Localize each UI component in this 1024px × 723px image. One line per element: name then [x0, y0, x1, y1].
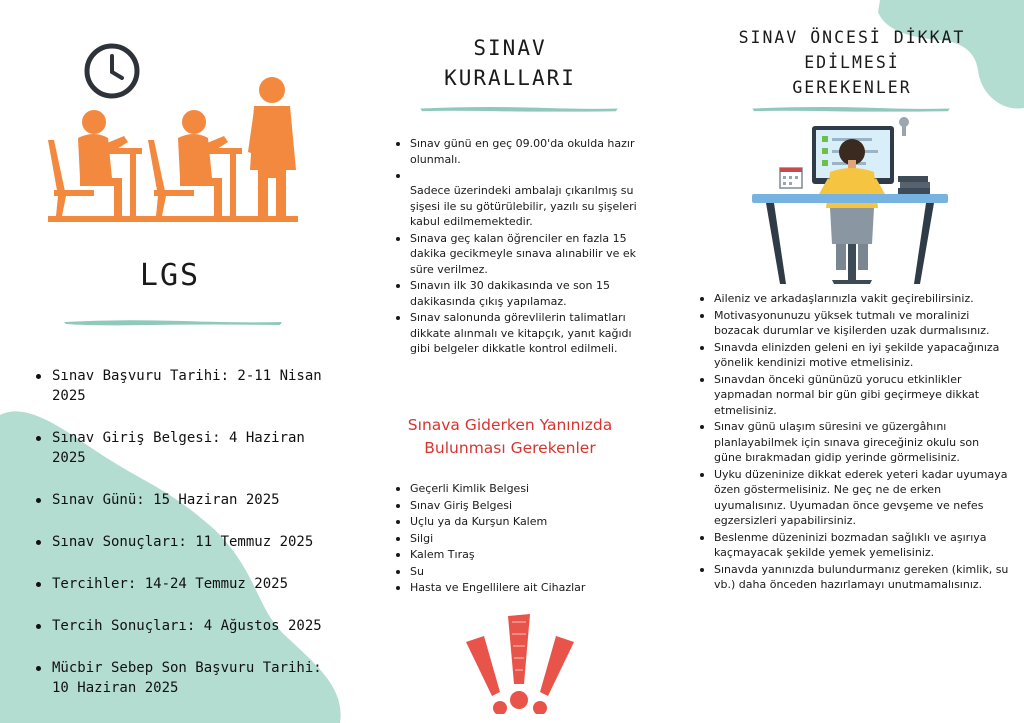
student-writing-icon [148, 110, 242, 216]
list-item: Sınav Başvuru Tarihi: 2-11 Nisan 2025 [34, 366, 334, 406]
deadline-list [34, 366, 334, 720]
list-item: Sınav Sonuçları: 11 Temmuz 2025 [34, 532, 334, 552]
list-item: Sınavda elinizden geleni en iyi şekilde yapacağınıza yönelik kendinizi motive etmelisiniz. [698, 340, 1010, 371]
list-item: Sınav Giriş Belgesi [394, 498, 664, 515]
page-title: LGS [139, 258, 201, 293]
list-item: Sınav günü ulaşım süresini ve güzergâhını planlayabilmek için sınava gireceğiniz okulu son güne bırakmadan gidip yerinde görmelisiniz. [698, 419, 1010, 466]
list-item: Sınav Giriş Belgesi: 4 Haziran 2025 [34, 428, 334, 468]
section-title-line: EDİLMESİ [804, 53, 900, 72]
list-item: Motivasyonunuzu yüksek tutmalı ve moralinizi bozacak durumlar ve kişilerden uzak durmalısınız. [698, 308, 1010, 339]
brush-divider [406, 105, 632, 113]
section-title-line: KURALLARI [444, 66, 576, 90]
clock-icon [87, 46, 137, 96]
section-title [680, 25, 1024, 100]
list-item: Kalem Tıraş [394, 547, 664, 564]
needs-title-line: Bulunması Gerekenler [424, 439, 596, 457]
section-title [340, 33, 680, 93]
list-item: Sınavın ilk 30 dakikasında ve son 15 dakikasında çıkış yapılamaz. [394, 278, 654, 309]
needs-title-line: Sınava Giderken Yanınızda [407, 416, 613, 434]
proctor-icon [248, 77, 296, 216]
list-item: Sınav salonunda görevlilerin talimatları dikkate alınmalı ve kitapçık, yanıt kağıdı gibi belgeler dikkatle kontrol edilmeli. [394, 310, 654, 357]
list-item: Sınavdan önceki gününüzü yorucu etkinlikler yapmadan normal bir gün gibi geçirmeye dikkat etmelisiniz. [698, 372, 1010, 419]
tips-list [698, 291, 1010, 594]
section-title-line: GEREKENLER [792, 78, 912, 97]
list-item: Tercihler: 14-24 Temmuz 2025 [34, 574, 334, 594]
needs-list [394, 481, 664, 597]
list-item: Sınavda yanınızda bulundurmanız gereken (kimlik, su vb.) daha önceden hazırlamayı unutmamalısınız. [698, 562, 1010, 593]
list-item: Su [394, 564, 664, 581]
exam-room-illustration [40, 40, 310, 225]
list-item: Uçlu ya da Kurşun Kalem [394, 514, 664, 531]
needs-title [340, 414, 680, 460]
student-at-computer-icon [752, 116, 952, 286]
list-item: Sınav Günü: 15 Haziran 2025 [34, 490, 334, 510]
list-item: Sadece üzerindeki ambalajı çıkarılmış su şişesi ile su götürülebilir, yazılı su şişeleri kabul edilmemektedir. [394, 168, 654, 230]
list-item: Sınav günü en geç 09.00'da okulda hazır olunmalı. [394, 136, 654, 167]
list-item: Aileniz ve arkadaşlarınızla vakit geçirebilirsiniz. [698, 291, 1010, 307]
section-title-line: SINAV ÖNCESİ DİKKAT [738, 28, 966, 47]
floor-line [48, 216, 298, 222]
brush-divider [738, 105, 964, 113]
list-item: Sınava geç kalan öğrenciler en fazla 15 dakika gecikmeyle sınava alınabilir ve ek süre verilmez. [394, 231, 654, 278]
list-item: Uyku düzeninize dikkat ederek yeteri kadar uyumaya özen göstermelisiniz. Ne geç ne de erken uyumalısınız. Uyumadan önce gevşeme ve nefes egzersizleri yapabilirsiniz. [698, 467, 1010, 529]
pre-exam-tips-column [680, 0, 1024, 723]
list-item: Hasta ve Engellilere ait Cihazlar [394, 580, 664, 597]
list-item: Geçerli Kimlik Belgesi [394, 481, 664, 498]
list-item: Tercih Sonuçları: 4 Ağustos 2025 [34, 616, 334, 636]
lgs-column [0, 0, 340, 723]
section-title-line: SINAV [473, 36, 547, 60]
brush-divider [62, 318, 284, 326]
student-writing-icon [48, 110, 142, 216]
list-item: Mücbir Sebep Son Başvuru Tarihi: 10 Haziran 2025 [34, 658, 334, 698]
exam-rules-column [340, 0, 680, 723]
list-item: Silgi [394, 531, 664, 548]
rules-list [394, 136, 654, 358]
list-item: Beslenme düzeninizi bozmadan sağlıklı ve aşırıya kaçmayacak şekilde yemek yemelisiniz. [698, 530, 1010, 561]
exclamation-marks-icon [460, 612, 580, 714]
